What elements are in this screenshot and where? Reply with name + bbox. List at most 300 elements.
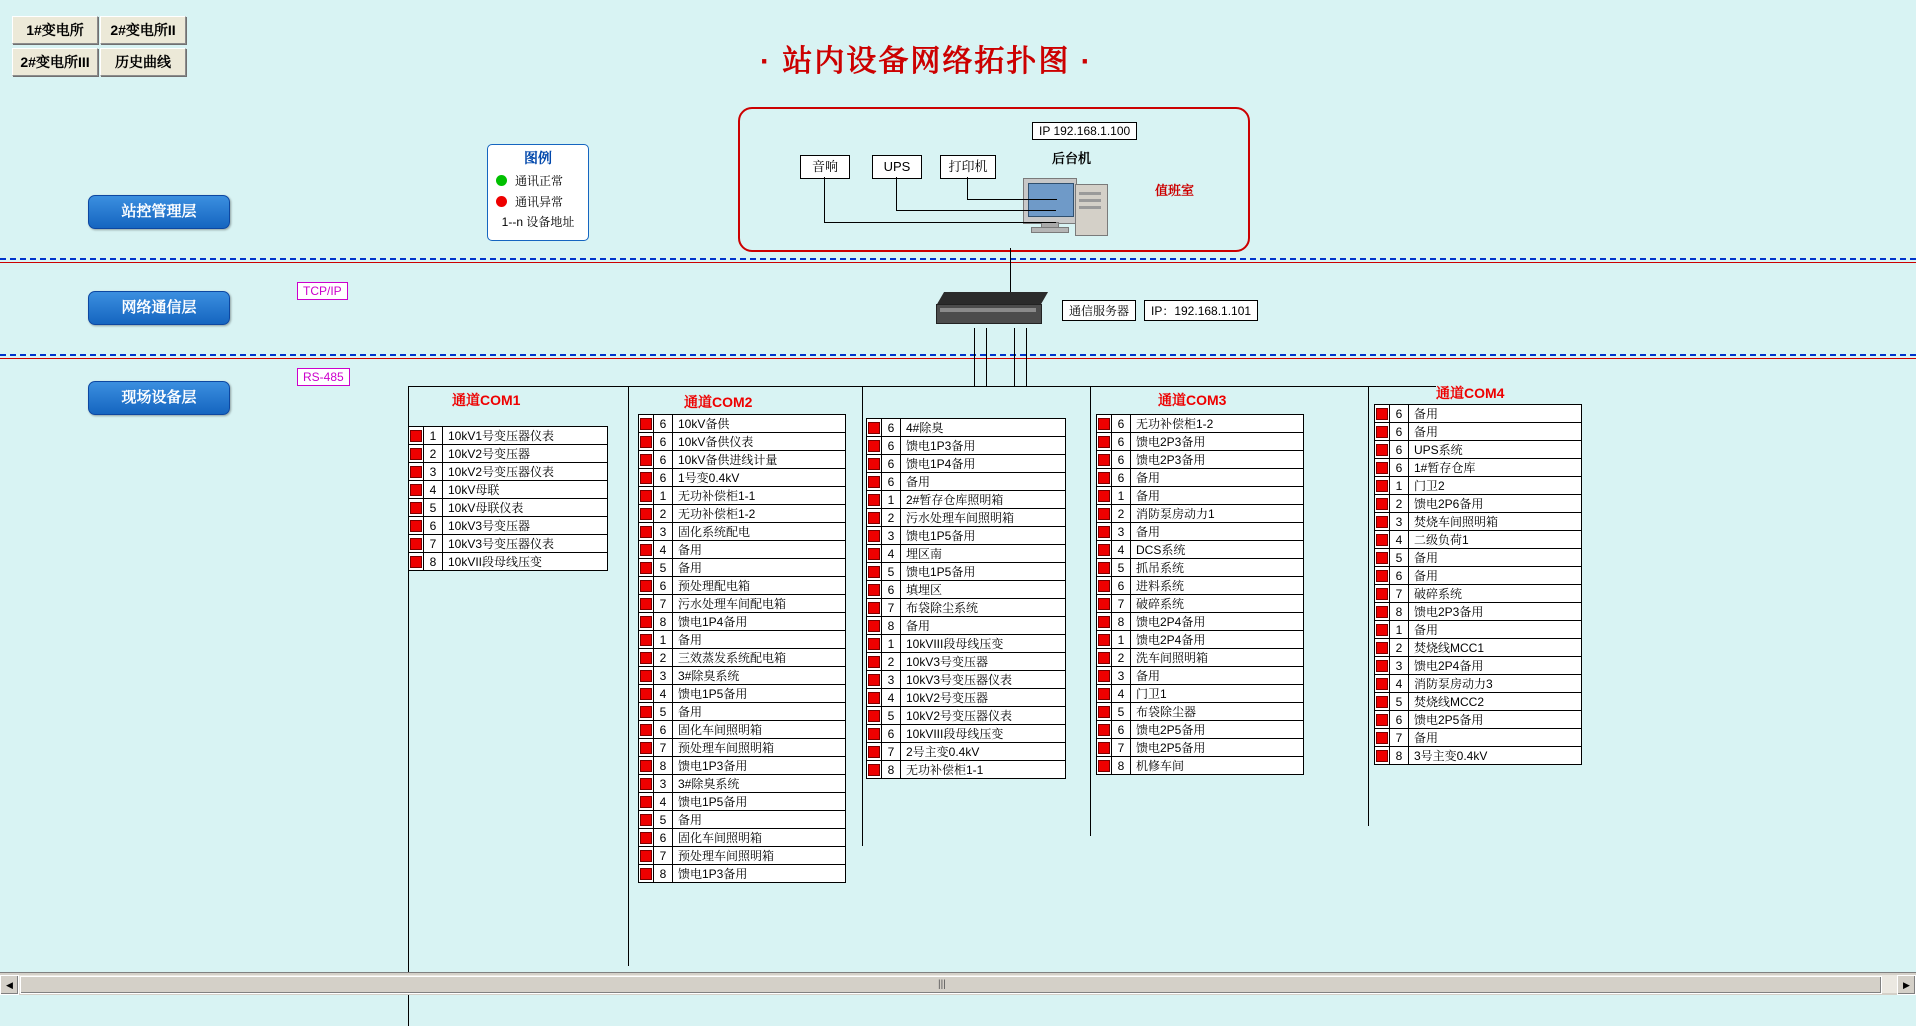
status-led-icon (867, 473, 882, 491)
device-name: 馈电1P3备用 (673, 865, 846, 883)
table-row[interactable] (867, 527, 1066, 545)
device-address: 2 (654, 505, 673, 523)
status-led-icon (1097, 613, 1112, 631)
status-led-icon (1097, 487, 1112, 505)
device-name: 焚烧线MCC1 (1409, 639, 1582, 657)
table-row[interactable] (867, 653, 1066, 671)
status-led-icon (639, 685, 654, 703)
device-name: 门卫2 (1409, 477, 1582, 495)
table-row[interactable] (1097, 559, 1304, 577)
status-led-icon (1097, 739, 1112, 757)
status-led (1098, 688, 1110, 700)
table-row[interactable] (867, 581, 1066, 599)
device-name: 备用 (1131, 487, 1304, 505)
table-row[interactable] (1097, 451, 1304, 469)
table-row[interactable] (639, 505, 846, 523)
status-led (868, 458, 880, 470)
table-row[interactable] (639, 415, 846, 433)
device-ups[interactable]: UPS (872, 155, 922, 179)
device-address: 7 (882, 599, 901, 617)
status-led-icon (1375, 531, 1390, 549)
line-switch-down-2 (986, 328, 987, 386)
status-led-icon (1097, 469, 1112, 487)
table-row[interactable] (1375, 693, 1582, 711)
device-name: 备用 (901, 473, 1066, 491)
status-led-icon (639, 541, 654, 559)
device-table-com1 (408, 426, 608, 571)
status-led-icon (867, 419, 882, 437)
device-name: 填埋区 (901, 581, 1066, 599)
scroll-left-icon[interactable]: ◀ (0, 975, 19, 995)
table-row[interactable] (867, 743, 1066, 761)
device-name: 洗车间照明箱 (1131, 649, 1304, 667)
scrollbar-thumb[interactable] (20, 976, 1882, 994)
table-row[interactable] (409, 445, 608, 463)
status-led-icon (639, 595, 654, 613)
line-ups (896, 177, 897, 210)
table-row[interactable] (867, 563, 1066, 581)
table-row[interactable] (639, 595, 846, 613)
table-row[interactable] (867, 689, 1066, 707)
device-name: 3#除臭系统 (673, 775, 846, 793)
status-led-icon (639, 703, 654, 721)
status-led-icon (1097, 631, 1112, 649)
status-led (868, 674, 880, 686)
device-address: 1 (654, 487, 673, 505)
legend-row-normal (496, 172, 588, 189)
table-row[interactable] (1097, 757, 1304, 775)
status-led-icon (639, 505, 654, 523)
table-row[interactable] (409, 517, 608, 535)
status-led (1376, 552, 1388, 564)
device-name: 馈电1P5备用 (901, 563, 1066, 581)
table-row[interactable] (639, 865, 846, 883)
device-name: 无功补偿柜1-1 (901, 761, 1066, 779)
table-row[interactable] (639, 523, 846, 541)
table-row[interactable] (867, 617, 1066, 635)
table-row[interactable] (1097, 685, 1304, 703)
device-address: 8 (1390, 603, 1409, 621)
device-address: 3 (1390, 657, 1409, 675)
table-row[interactable] (1375, 639, 1582, 657)
table-row[interactable] (1375, 495, 1582, 513)
device-name: 预处理车间照明箱 (673, 739, 846, 757)
device-address: 6 (882, 419, 901, 437)
table-row[interactable] (1097, 739, 1304, 757)
table-row[interactable] (409, 481, 608, 499)
status-led (1098, 652, 1110, 664)
device-name: 污水处理车间照明箱 (901, 509, 1066, 527)
device-name: 备用 (1409, 729, 1582, 747)
status-led-icon (1375, 657, 1390, 675)
status-led (640, 616, 652, 628)
layer-label-field-device: 现场设备层 (88, 381, 230, 415)
status-led (1376, 588, 1388, 600)
status-led-icon (639, 451, 654, 469)
device-address: 6 (1390, 405, 1409, 423)
device-address: 6 (654, 577, 673, 595)
table-row[interactable] (867, 437, 1066, 455)
table-row[interactable] (1097, 631, 1304, 649)
table-row[interactable] (867, 473, 1066, 491)
status-led (1376, 534, 1388, 546)
status-led (640, 832, 652, 844)
status-led-icon (409, 463, 424, 481)
status-led (868, 584, 880, 596)
device-address: 5 (1390, 693, 1409, 711)
status-led (640, 436, 652, 448)
status-led (868, 602, 880, 614)
table-row[interactable] (639, 775, 846, 793)
status-led-icon (867, 545, 882, 563)
status-led (868, 422, 880, 434)
status-led (868, 620, 880, 632)
status-led-icon (639, 793, 654, 811)
horizontal-scrollbar[interactable] (0, 972, 1916, 995)
table-row[interactable] (639, 757, 846, 775)
table-row[interactable] (1097, 577, 1304, 595)
status-led-icon (1097, 559, 1112, 577)
device-address: 6 (882, 581, 901, 599)
device-address: 2 (654, 649, 673, 667)
table-row[interactable] (1097, 667, 1304, 685)
status-led (640, 562, 652, 574)
table-row[interactable] (1375, 621, 1582, 639)
status-led (1098, 670, 1110, 682)
device-name: 馈电2P4备用 (1409, 657, 1582, 675)
table-row[interactable] (1097, 487, 1304, 505)
device-printer[interactable]: 打印机 (940, 155, 996, 179)
device-name: 备用 (673, 541, 846, 559)
status-led (1098, 508, 1110, 520)
status-led (1098, 580, 1110, 592)
device-name: 10kVIII段母线压变 (901, 725, 1066, 743)
table-row[interactable] (1375, 405, 1582, 423)
status-led (1376, 624, 1388, 636)
scroll-right-icon[interactable]: ▶ (1897, 975, 1916, 995)
device-name: 破碎系统 (1409, 585, 1582, 603)
table-row[interactable] (409, 535, 608, 553)
status-led-icon (867, 491, 882, 509)
status-led-icon (867, 761, 882, 779)
status-led-icon (1375, 693, 1390, 711)
table-row[interactable] (1097, 505, 1304, 523)
table-row[interactable] (867, 491, 1066, 509)
status-normal-icon (496, 175, 507, 186)
table-row[interactable] (639, 613, 846, 631)
status-led-icon (867, 671, 882, 689)
switch-icon (936, 292, 1048, 328)
device-name: 备用 (673, 631, 846, 649)
table-row[interactable] (409, 553, 608, 571)
device-address: 8 (654, 757, 673, 775)
status-led (1376, 570, 1388, 582)
status-led (1098, 706, 1110, 718)
status-led (1376, 714, 1388, 726)
table-row[interactable] (1097, 649, 1304, 667)
table-row[interactable] (1375, 549, 1582, 567)
status-led (410, 484, 422, 496)
device-name: 10kV2号变压器 (443, 445, 608, 463)
device-name: 备用 (1409, 423, 1582, 441)
table-row[interactable] (1375, 567, 1582, 585)
table-row[interactable] (639, 631, 846, 649)
table-row[interactable] (1375, 675, 1582, 693)
status-led (1376, 660, 1388, 672)
table-row[interactable] (867, 545, 1066, 563)
status-led-icon (639, 487, 654, 505)
comm-server-label: 通信服务器 (1062, 300, 1136, 321)
table-row[interactable] (1097, 703, 1304, 721)
table-row[interactable] (1375, 711, 1582, 729)
status-led-icon (867, 455, 882, 473)
status-led (640, 652, 652, 664)
device-name: 2#暂存仓库照明箱 (901, 491, 1066, 509)
device-name: 10kV备供仪表 (673, 433, 846, 451)
table-row[interactable] (639, 577, 846, 595)
tag-tcpip: TCP/IP (297, 282, 348, 300)
tab-substation-1[interactable]: 1#变电所 (12, 16, 98, 44)
device-address: 7 (654, 595, 673, 613)
device-address: 4 (1390, 675, 1409, 693)
device-address: 5 (654, 559, 673, 577)
status-led (640, 742, 652, 754)
status-led (868, 512, 880, 524)
status-led-icon (1375, 459, 1390, 477)
status-led (1098, 724, 1110, 736)
device-address: 4 (654, 793, 673, 811)
legend-box (487, 144, 589, 241)
table-row[interactable] (639, 433, 846, 451)
status-led (868, 548, 880, 560)
table-row[interactable] (409, 499, 608, 517)
device-table-com3-body (1097, 415, 1304, 775)
table-row[interactable] (639, 649, 846, 667)
device-address: 5 (654, 703, 673, 721)
device-address: 1 (882, 635, 901, 653)
table-row[interactable] (867, 509, 1066, 527)
status-led (640, 490, 652, 502)
table-row[interactable] (1375, 585, 1582, 603)
table-row[interactable] (867, 707, 1066, 725)
table-row[interactable] (1097, 595, 1304, 613)
device-address: 1 (1390, 477, 1409, 495)
status-led (640, 760, 652, 772)
device-address: 2 (1112, 649, 1131, 667)
device-name: 布袋除尘器 (1131, 703, 1304, 721)
status-led (640, 598, 652, 610)
status-led-icon (639, 649, 654, 667)
table-row[interactable] (867, 599, 1066, 617)
device-name: 10kV母联 (443, 481, 608, 499)
table-row[interactable] (639, 667, 846, 685)
device-name: UPS系统 (1409, 441, 1582, 459)
table-row[interactable] (639, 829, 846, 847)
status-led (1098, 472, 1110, 484)
table-row[interactable] (867, 671, 1066, 689)
table-row[interactable] (1097, 415, 1304, 433)
device-table-com4-body (1375, 405, 1582, 765)
table-row[interactable] (867, 761, 1066, 779)
table-row[interactable] (639, 721, 846, 739)
device-name: 4#除臭 (901, 419, 1066, 437)
device-name: 消防泵房动力3 (1409, 675, 1582, 693)
tab-substation-3[interactable]: 2#变电所III (12, 48, 98, 76)
status-led-icon (639, 811, 654, 829)
device-address: 6 (654, 721, 673, 739)
device-table-com2 (638, 414, 846, 883)
table-row[interactable] (639, 847, 846, 865)
status-led-icon (867, 599, 882, 617)
table-row[interactable] (409, 463, 608, 481)
device-address: 6 (1112, 415, 1131, 433)
device-name: DCS系统 (1131, 541, 1304, 559)
status-led (1376, 732, 1388, 744)
device-name: 三效蒸发系统配电箱 (673, 649, 846, 667)
table-row[interactable] (639, 559, 846, 577)
table-row[interactable] (1097, 541, 1304, 559)
table-row[interactable] (1375, 459, 1582, 477)
status-led-icon (1097, 433, 1112, 451)
device-address: 2 (1390, 639, 1409, 657)
device-address: 4 (1112, 541, 1131, 559)
table-row[interactable] (639, 811, 846, 829)
tab-history-curve[interactable]: 历史曲线 (100, 48, 186, 76)
device-address: 4 (882, 545, 901, 563)
status-led-icon (1375, 621, 1390, 639)
channel-title-com2: 通道COM2 (684, 394, 753, 410)
status-led (868, 764, 880, 776)
status-led-icon (639, 829, 654, 847)
status-led (640, 472, 652, 484)
status-led (1376, 678, 1388, 690)
device-address: 4 (654, 541, 673, 559)
table-row[interactable] (867, 725, 1066, 743)
status-led (640, 688, 652, 700)
status-led-icon (1375, 495, 1390, 513)
status-led-icon (1375, 567, 1390, 585)
status-led (1098, 454, 1110, 466)
device-name: 焚烧线MCC2 (1409, 693, 1582, 711)
table-row[interactable] (1097, 469, 1304, 487)
table-row[interactable] (639, 703, 846, 721)
device-address: 3 (1112, 523, 1131, 541)
page-title: · 站内设备网络拓扑图 · (760, 45, 1093, 78)
device-address: 7 (424, 535, 443, 553)
device-address: 7 (1112, 595, 1131, 613)
device-table-com2b (866, 418, 1066, 779)
device-name: 3#除臭系统 (673, 667, 846, 685)
device-address: 2 (882, 509, 901, 527)
device-name: 1#暂存仓库 (1409, 459, 1582, 477)
status-led (868, 530, 880, 542)
table-row[interactable] (639, 487, 846, 505)
device-name: 馈电1P4备用 (901, 455, 1066, 473)
table-row[interactable] (639, 469, 846, 487)
status-led (410, 502, 422, 514)
status-led (640, 868, 652, 880)
table-row[interactable] (639, 541, 846, 559)
status-led-icon (639, 667, 654, 685)
status-led-icon (1375, 441, 1390, 459)
device-address: 1 (1390, 621, 1409, 639)
tab-bar (12, 16, 188, 80)
comm-server-ip: IP：192.168.1.101 (1144, 300, 1258, 321)
table-row[interactable] (1375, 729, 1582, 747)
device-address: 3 (882, 671, 901, 689)
table-row[interactable] (1375, 657, 1582, 675)
divider-network-field-red (0, 358, 1916, 359)
status-led (640, 670, 652, 682)
status-led-icon (639, 523, 654, 541)
status-led-icon (1097, 649, 1112, 667)
table-row[interactable] (1375, 423, 1582, 441)
device-audio[interactable]: 音响 (800, 155, 850, 179)
device-address: 8 (1112, 613, 1131, 631)
table-row[interactable] (1375, 747, 1582, 765)
line-audio-bus (824, 222, 1056, 223)
table-row[interactable] (1375, 477, 1582, 495)
status-led-icon (409, 535, 424, 553)
tab-substation-2[interactable]: 2#变电所II (100, 16, 186, 44)
device-address: 8 (654, 865, 673, 883)
field-drop-com3 (1090, 386, 1091, 836)
table-row[interactable] (1375, 513, 1582, 531)
status-led (640, 526, 652, 538)
table-row[interactable] (1097, 523, 1304, 541)
table-row[interactable] (639, 451, 846, 469)
device-address: 8 (882, 617, 901, 635)
device-name: 10kVII段母线压变 (443, 553, 608, 571)
table-row[interactable] (409, 427, 608, 445)
device-name: 馈电2P6备用 (1409, 495, 1582, 513)
device-name: 馈电1P4备用 (673, 613, 846, 631)
status-led (410, 448, 422, 460)
status-led (868, 692, 880, 704)
status-led-icon (1097, 523, 1112, 541)
table-row[interactable] (1375, 441, 1582, 459)
status-led-icon (639, 559, 654, 577)
status-led-icon (867, 689, 882, 707)
device-name: 污水处理车间配电箱 (673, 595, 846, 613)
table-row[interactable] (639, 793, 846, 811)
tag-rs485: RS-485 (297, 368, 350, 386)
table-row[interactable] (1375, 531, 1582, 549)
table-row[interactable] (867, 419, 1066, 437)
divider-station-network (0, 258, 1916, 260)
table-row[interactable] (1097, 613, 1304, 631)
device-address: 8 (882, 761, 901, 779)
table-row[interactable] (867, 455, 1066, 473)
device-address: 6 (654, 451, 673, 469)
device-address: 3 (654, 667, 673, 685)
table-row[interactable] (639, 739, 846, 757)
table-row[interactable] (1375, 603, 1582, 621)
table-row[interactable] (1097, 433, 1304, 451)
device-address: 6 (1390, 423, 1409, 441)
status-led-icon (639, 469, 654, 487)
status-led-icon (639, 757, 654, 775)
device-address: 3 (654, 775, 673, 793)
status-led-icon (1375, 549, 1390, 567)
table-row[interactable] (1097, 721, 1304, 739)
device-address: 4 (882, 689, 901, 707)
table-row[interactable] (639, 685, 846, 703)
device-name: 3号主变0.4kV (1409, 747, 1582, 765)
table-row[interactable] (867, 635, 1066, 653)
status-led-icon (1375, 729, 1390, 747)
status-led-icon (1097, 721, 1112, 739)
